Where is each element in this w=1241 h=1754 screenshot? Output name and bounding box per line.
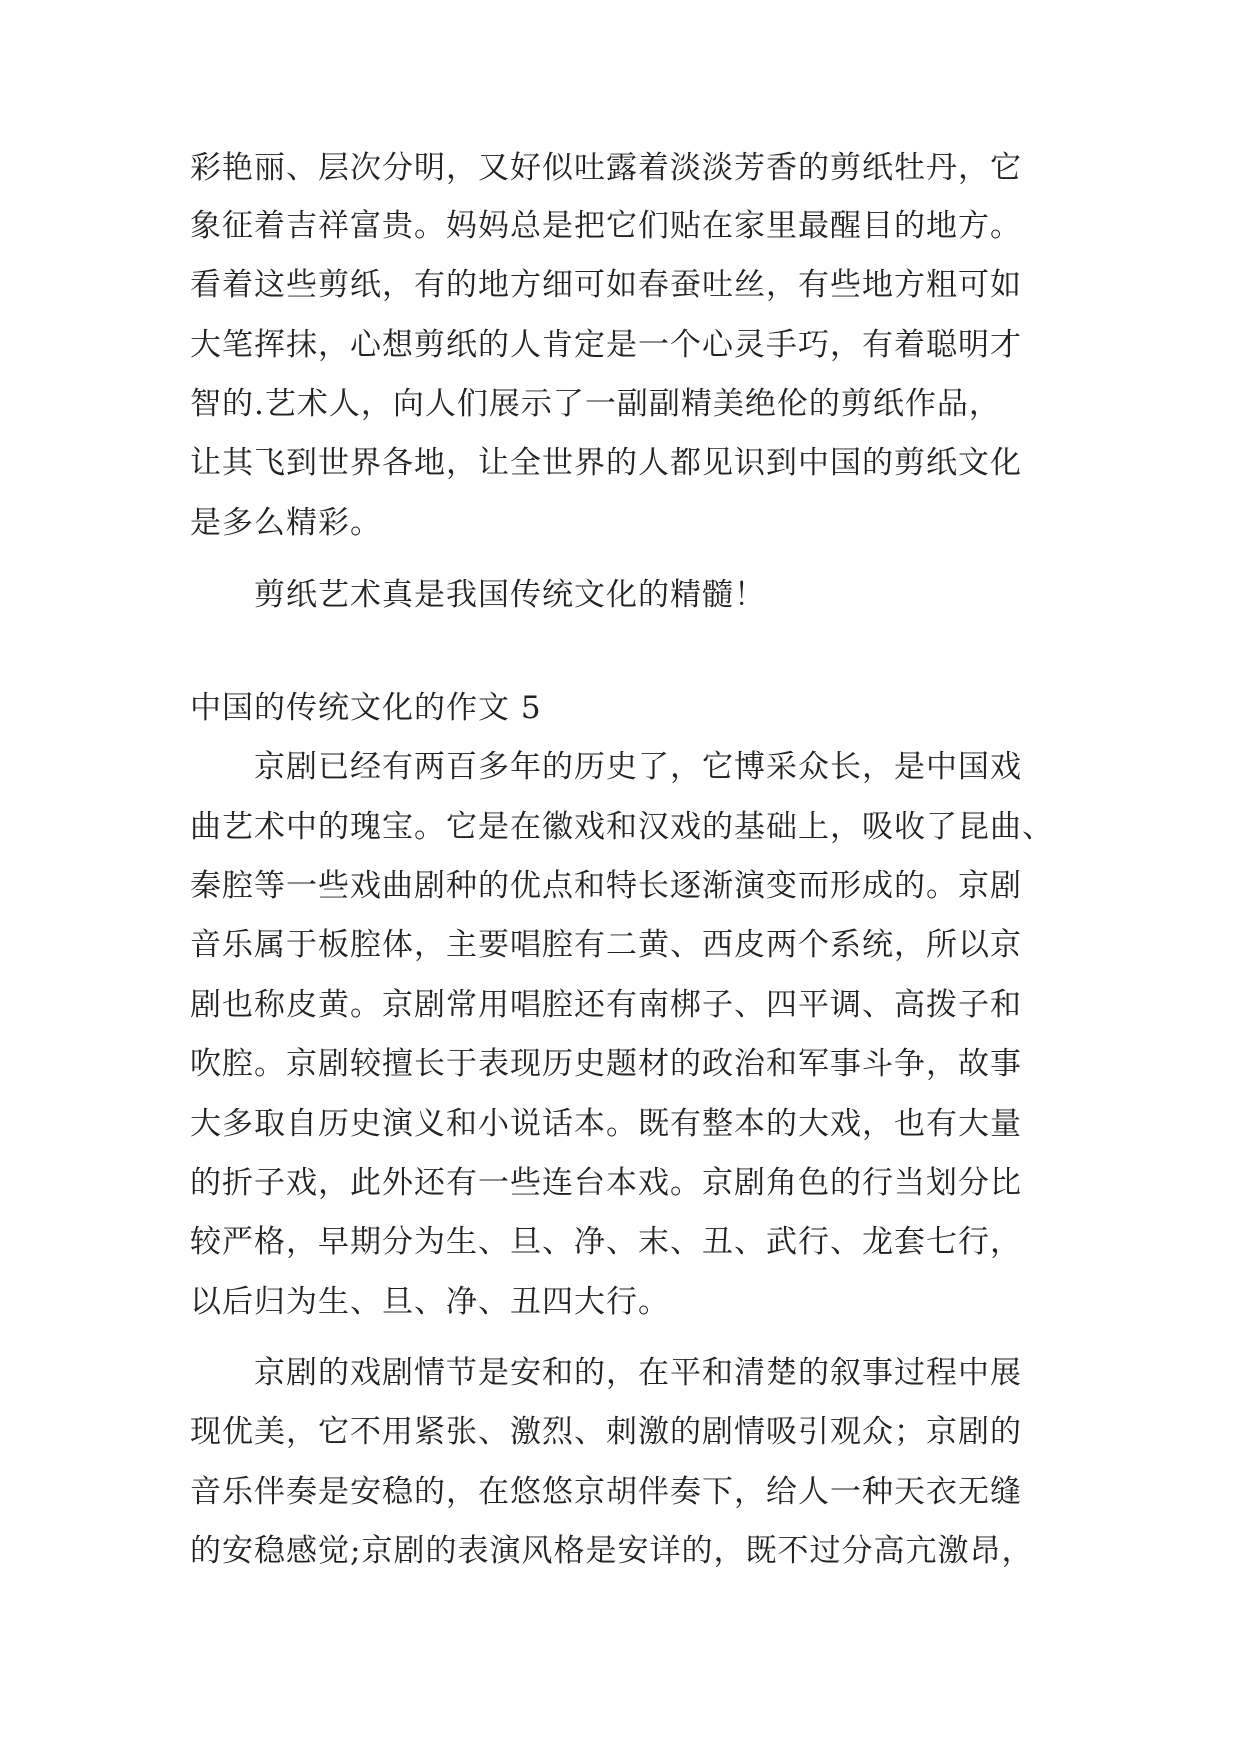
paragraph-line: 的安稳感觉;京剧的表演风格是安详的，既不过分高亢激昂， (190, 1533, 1034, 1569)
paragraph-line: 让其飞到世界各地，让全世界的人都见识到中国的剪纸文化 (190, 445, 1022, 481)
paragraph-line: 彩艳丽、层次分明，又好似吐露着淡淡芳香的剪纸牡丹，它 (190, 150, 1022, 186)
paragraph-line: 吹腔。京剧较擅长于表现历史题材的政治和军事斗争，故事 (190, 1046, 1022, 1082)
paragraph-line: 剧也称皮黄。京剧常用唱腔还有南梆子、四平调、高拨子和 (190, 987, 1022, 1023)
paragraph-line: 大笔挥抹，心想剪纸的人肯定是一个心灵手巧，有着聪明才 (190, 327, 1022, 363)
paragraph-line: 大多取自历史演义和小说话本。既有整本的大戏，也有大量 (190, 1106, 1022, 1142)
paragraph-line: 曲艺术中的瑰宝。它是在徽戏和汉戏的基础上，吸收了昆曲、 (190, 809, 1054, 845)
paragraph-line: 京剧已经有两百多年的历史了，它博采众长，是中国戏 (254, 749, 1022, 785)
paragraph-line: 音乐属于板腔体，主要唱腔有二黄、西皮两个系统，所以京 (190, 927, 1022, 963)
paragraph-line: 秦腔等一些戏曲剧种的优点和特长逐渐演变而形成的。京剧 (190, 868, 1022, 904)
paragraph-line: 音乐伴奏是安稳的，在悠悠京胡伴奏下，给人一种天衣无缝 (190, 1474, 1022, 1510)
paragraph-line: 以后归为生、旦、净、丑四大行。 (190, 1284, 670, 1320)
paragraph-line: 智的.艺术人，向人们展示了一副副精美绝伦的剪纸作品， (190, 386, 1001, 422)
paragraph-line: 较严格，早期分为生、旦、净、末、丑、武行、龙套七行， (190, 1224, 1022, 1260)
paragraph-line: 的折子戏，此外还有一些连台本戏。京剧角色的行当划分比 (190, 1165, 1022, 1201)
paragraph-line: 是多么精彩。 (190, 505, 382, 541)
section-heading: 中国的传统文化的作文 5 (190, 690, 542, 726)
paragraph-line: 京剧的戏剧情节是安和的，在平和清楚的叙事过程中展 (254, 1355, 1022, 1391)
paragraph-line: 剪纸艺术真是我国传统文化的精髓！ (254, 577, 766, 613)
paragraph-line: 象征着吉祥富贵。妈妈总是把它们贴在家里最醒目的地方。 (190, 208, 1022, 244)
paragraph-line: 现优美，它不用紧张、激烈、刺激的剧情吸引观众；京剧的 (190, 1414, 1022, 1450)
paragraph-line: 看着这些剪纸，有的地方细可如春蚕吐丝，有些地方粗可如 (190, 267, 1022, 303)
